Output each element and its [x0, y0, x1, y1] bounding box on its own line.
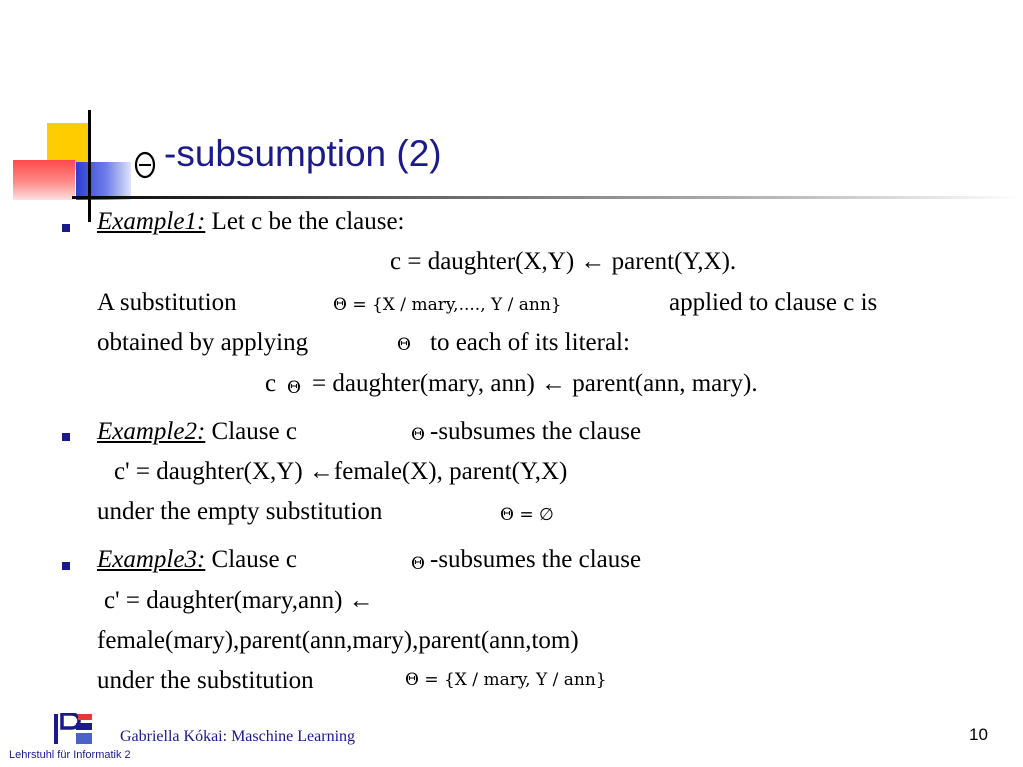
example3-substitution-formula: Θ = {X / mary, Y / ann} — [405, 670, 607, 690]
bullet-example1 — [62, 224, 70, 232]
page-number: 10 — [969, 725, 988, 744]
example2-line1 — [97, 417, 297, 447]
decor-red-block — [13, 160, 75, 200]
example1-result-c: c — [265, 370, 277, 397]
example1-clause: c = daughter(X,Y) ← parent(Y,X). — [390, 248, 737, 275]
decor-blue-block — [76, 162, 131, 200]
example3-clause-c: Clause c — [205, 546, 297, 573]
example2-theta: Θ — [411, 425, 425, 445]
example3-line1 — [97, 545, 297, 575]
example3-clause-head: c' = daughter(mary,ann) ← — [104, 587, 374, 614]
example2-under-text: under the empty substitution — [97, 498, 383, 525]
example1-substitution-label: A substitution — [97, 289, 237, 316]
bullet-example3 — [62, 562, 70, 570]
example1-result-theta: Θ — [287, 378, 301, 398]
bullet-example2 — [62, 433, 70, 441]
example2-clause-c: Clause c — [205, 418, 297, 445]
example3-clause-body: female(mary),parent(ann,mary),parent(ann,tom) — [97, 627, 579, 654]
example1-line1 — [97, 207, 405, 237]
example1-label: Example1: — [97, 208, 206, 235]
example1-substitution-formula: Θ = {X / mary,...., Y / ann} — [333, 295, 562, 315]
footer-author: Gabriella Kókai: Maschine Learning — [120, 728, 356, 745]
title-underline — [72, 196, 1023, 199]
example2-clause: c' = daughter(X,Y) ←female(X), parent(Y,X) — [114, 458, 568, 485]
example2-empty-substitution: Θ = ∅ — [500, 505, 554, 525]
example3-subsumes-text: -subsumes the clause — [430, 546, 642, 573]
decor-vertical-line — [88, 110, 91, 222]
example1-intro: Let c be the clause: — [205, 208, 405, 235]
example1-literal-text: to each of its literal: — [430, 329, 630, 356]
theta-icon — [130, 150, 160, 180]
ips-logo-icon — [52, 713, 94, 745]
example3-label: Example3: — [97, 546, 206, 573]
page-title: -subsumption (2) — [164, 133, 442, 174]
example3-theta: Θ — [411, 554, 425, 574]
example1-obtained-text: obtained by applying — [97, 329, 309, 356]
example3-under-text: under the substitution — [97, 667, 314, 694]
example2-label: Example2: — [97, 418, 206, 445]
example1-theta: Θ — [397, 335, 411, 355]
example1-result-clause: = daughter(mary, ann) ← parent(ann, mary). — [312, 370, 758, 397]
example1-applied-text: applied to clause c is — [669, 289, 878, 316]
example2-subsumes-text: -subsumes the clause — [430, 418, 642, 445]
footer-chair: Lehrstuhl für Informatik 2 — [9, 749, 131, 761]
